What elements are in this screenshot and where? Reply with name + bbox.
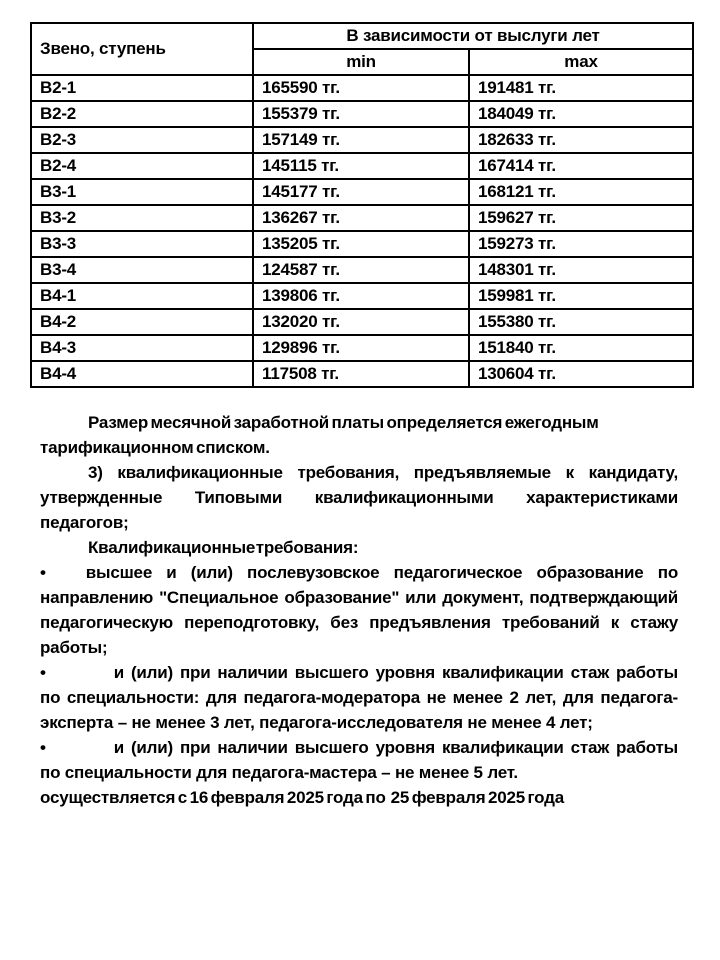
grade-cell: В4-2 <box>31 309 253 335</box>
paragraph-salary-determination: Размер месячной заработной платы определяется ежегодным тарификационном списком. <box>40 413 599 457</box>
table-row <box>31 309 693 335</box>
table-row <box>31 75 693 101</box>
grade-cell: В2-2 <box>31 101 253 127</box>
min-value-cell: 117508 тг. <box>253 361 469 387</box>
bullet-icon: • <box>40 738 46 757</box>
min-value-cell: 145177 тг. <box>253 179 469 205</box>
table-row <box>31 231 693 257</box>
document-body <box>0 388 720 810</box>
table-row <box>31 257 693 283</box>
bullet-item-education <box>40 560 678 660</box>
column-header-max: max <box>469 49 693 75</box>
table-row <box>31 283 693 309</box>
bullet-item-education-text: высшее и (или) послевузовское педагогическое образование по направлению "Специальное образование" или документ, подтверждающий педагогическую переподготовку, без предъявления требований к стажу работы; <box>40 563 678 657</box>
min-value-cell: 136267 тг. <box>253 205 469 231</box>
table-row <box>31 101 693 127</box>
grade-cell: В3-3 <box>31 231 253 257</box>
table-row <box>31 179 693 205</box>
min-value-cell: 157149 тг. <box>253 127 469 153</box>
heading-qualification-requirements: Квалификационные требования: <box>88 538 359 557</box>
max-value-cell: 155380 тг. <box>469 309 693 335</box>
max-value-cell: 148301 тг. <box>469 257 693 283</box>
grade-cell: В3-1 <box>31 179 253 205</box>
table-row <box>31 205 693 231</box>
max-value-cell: 167414 тг. <box>469 153 693 179</box>
grade-cell: В3-4 <box>31 257 253 283</box>
grade-cell: В2-4 <box>31 153 253 179</box>
table-header-row-1 <box>31 23 693 49</box>
max-value-cell: 159273 тг. <box>469 231 693 257</box>
bullet-item-experience-levels <box>40 660 678 735</box>
min-value-cell: 129896 тг. <box>253 335 469 361</box>
salary-table-body <box>31 75 693 387</box>
grade-cell: В2-3 <box>31 127 253 153</box>
min-value-cell: 135205 тг. <box>253 231 469 257</box>
max-value-cell: 151840 тг. <box>469 335 693 361</box>
bullet-item-master-experience-text: и (или) при наличии высшего уровня квалификации стаж работы по специальности для педагога-мастера – не менее 5 лет. <box>40 738 678 782</box>
max-value-cell: 159981 тг. <box>469 283 693 309</box>
min-value-cell: 165590 тг. <box>253 75 469 101</box>
min-value-cell: 132020 тг. <box>253 309 469 335</box>
min-value-cell: 145115 тг. <box>253 153 469 179</box>
max-value-cell: 191481 тг. <box>469 75 693 101</box>
paragraph-qualification-item-3: 3) квалификационные требования, предъявляемые к кандидату, утвержденные Типовыми квалификационными характеристиками педагогов; <box>40 463 678 532</box>
max-value-cell: 182633 тг. <box>469 127 693 153</box>
table-row <box>31 335 693 361</box>
bullet-item-master-experience <box>40 735 678 785</box>
application-period-line: осуществляется с 16 февраля 2025 года по 25 февраля 2025 года <box>40 788 564 807</box>
table-row <box>31 127 693 153</box>
grade-cell: В4-1 <box>31 283 253 309</box>
table-row <box>31 153 693 179</box>
column-header-min: min <box>253 49 469 75</box>
grade-cell: В3-2 <box>31 205 253 231</box>
max-value-cell: 130604 тг. <box>469 361 693 387</box>
salary-table <box>30 22 694 388</box>
min-value-cell: 155379 тг. <box>253 101 469 127</box>
max-value-cell: 159627 тг. <box>469 205 693 231</box>
bullet-icon: • <box>40 563 46 582</box>
table-row <box>31 361 693 387</box>
column-header-group: В зависимости от выслуги лет <box>253 23 693 49</box>
min-value-cell: 139806 тг. <box>253 283 469 309</box>
grade-cell: В4-4 <box>31 361 253 387</box>
min-value-cell: 124587 тг. <box>253 257 469 283</box>
bullet-item-experience-levels-text: и (или) при наличии высшего уровня квалификации стаж работы по специальности: для педагога-модератора не менее 2 лет, для педагога-эксперта – не менее 3 лет, педагога-исследователя не менее 4 лет; <box>40 663 678 732</box>
max-value-cell: 184049 тг. <box>469 101 693 127</box>
grade-cell: В4-3 <box>31 335 253 361</box>
grade-cell: В2-1 <box>31 75 253 101</box>
max-value-cell: 168121 тг. <box>469 179 693 205</box>
bullet-icon: • <box>40 663 46 682</box>
column-header-grade: Звено, ступень <box>31 23 253 75</box>
